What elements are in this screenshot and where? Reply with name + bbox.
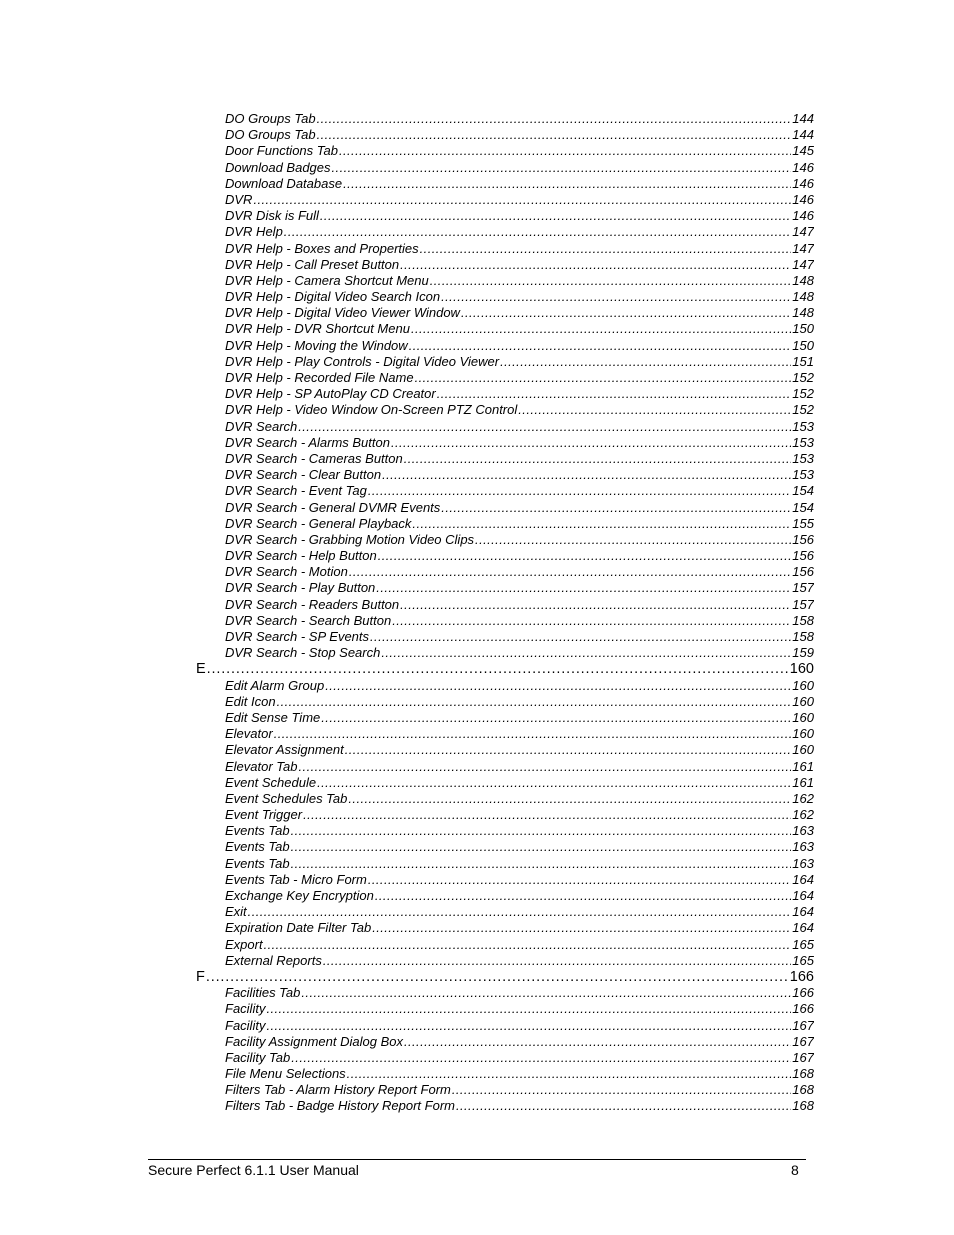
toc-dot-leader: [277, 694, 792, 709]
toc-entry-title: DVR Search - SP Events: [225, 629, 370, 644]
toc-entry-title: DVR Help - Moving the Window: [225, 337, 408, 353]
toc-dot-leader: [452, 1082, 791, 1097]
toc-entry-title: Facility Tab: [225, 1049, 291, 1065]
toc-dot-leader: [301, 985, 791, 1000]
toc-entry-title: E: [196, 661, 206, 678]
toc-entry[interactable]: [225, 532, 814, 548]
toc-entry-title: DVR Help - DVR Shortcut Menu: [225, 321, 410, 337]
footer-page-number: 8: [791, 1162, 799, 1178]
toc-entry-title: DVR Search - Grabbing Motion Video Clips: [225, 531, 475, 547]
toc-entry[interactable]: [225, 192, 814, 208]
toc-entry-title: DVR Help - Digital Video Viewer Window: [225, 305, 460, 321]
toc-section-entry[interactable]: [196, 661, 814, 677]
toc-entry[interactable]: [225, 127, 814, 143]
toc-entry-title: DVR Help - Boxes and Properties: [225, 240, 419, 256]
toc-entry-title: Expiration Date Filter Tab: [225, 920, 372, 936]
toc-dot-leader: [441, 500, 791, 515]
toc-entry[interactable]: [225, 386, 814, 402]
toc-entry[interactable]: [225, 176, 814, 192]
toc-entry-title: DVR Search - Cameras Button: [225, 450, 403, 466]
toc-entry[interactable]: [225, 953, 814, 969]
toc-entry[interactable]: [225, 985, 814, 1001]
footer-document-title: Secure Perfect 6.1.1 User Manual: [148, 1162, 359, 1178]
toc-entry-title: DVR Search - Event Tag: [225, 483, 367, 499]
toc-entry-title: DVR Search - Help Button: [225, 548, 377, 564]
toc-entry-title: Filters Tab - Badge History Report Form: [225, 1098, 455, 1114]
toc-entry-page: 147: [792, 240, 814, 256]
toc-entry[interactable]: [225, 920, 814, 936]
toc-entry-page: 163: [792, 855, 814, 871]
toc-dot-leader: [391, 435, 791, 450]
toc-dot-leader: [317, 775, 791, 790]
toc-entry[interactable]: [225, 143, 814, 159]
toc-entry-page: 165: [792, 936, 814, 952]
toc-entry-title: DVR Help - SP AutoPlay CD Creator: [225, 386, 436, 402]
toc-entry-page: 145: [792, 143, 814, 159]
toc-entry-page: 148: [792, 272, 814, 288]
toc-entry-page: 162: [792, 807, 814, 823]
toc-entry-title: DVR Help - Recorded File Name: [225, 370, 414, 385]
toc-dot-leader: [500, 354, 791, 369]
toc-entry[interactable]: [225, 338, 814, 354]
toc-entry[interactable]: [225, 483, 814, 499]
toc-entry[interactable]: [225, 1098, 814, 1114]
toc-entry-title: F: [196, 968, 205, 985]
toc-entry-title: Export: [225, 936, 263, 952]
toc-dot-leader: [409, 338, 792, 353]
toc-entry-title: Exit: [225, 904, 247, 920]
toc-entry-page: 160: [792, 726, 814, 742]
toc-entry[interactable]: [225, 1066, 814, 1082]
toc-dot-leader: [264, 937, 792, 952]
toc-entry-title: Exchange Key Encryption: [225, 888, 374, 903]
toc-entry[interactable]: [225, 467, 814, 483]
toc-entry-title: Edit Alarm Group: [225, 677, 325, 693]
toc-entry[interactable]: [225, 564, 814, 580]
toc-entry-page: 153: [792, 467, 814, 483]
toc-entry-title: Door Functions Tab: [225, 143, 338, 159]
toc-entry-title: Events Tab: [225, 855, 290, 871]
toc-entry[interactable]: [225, 856, 814, 872]
toc-entry[interactable]: [225, 580, 814, 596]
toc-entry-title: DVR Search - Stop Search: [225, 645, 381, 661]
toc-entry[interactable]: [225, 305, 814, 321]
toc-dot-leader: [253, 192, 791, 207]
toc-entry[interactable]: [225, 1034, 814, 1050]
toc-dot-leader: [347, 1066, 792, 1081]
toc-dot-leader: [412, 516, 791, 531]
toc-entry[interactable]: [225, 807, 814, 823]
toc-dot-leader: [303, 807, 791, 822]
toc-entry-title: Event Schedule: [225, 774, 317, 790]
toc-entry-title: Elevator: [225, 726, 273, 742]
toc-dot-leader: [420, 241, 792, 256]
toc-dot-leader: [382, 467, 791, 482]
toc-dot-leader: [415, 370, 792, 385]
toc-entry[interactable]: [225, 419, 814, 435]
toc-entry-title: Elevator Tab: [225, 758, 298, 774]
toc-entry[interactable]: [225, 208, 814, 224]
toc-entry-title: DVR Search - General Playback: [225, 515, 412, 531]
toc-entry-page: 150: [792, 337, 814, 353]
toc-entry[interactable]: [225, 160, 814, 176]
toc-dot-leader: [437, 386, 792, 401]
toc-dot-leader: [400, 597, 791, 612]
toc-entry-page: 148: [792, 305, 814, 321]
toc-entry[interactable]: [225, 759, 814, 775]
toc-entry-page: 168: [792, 1098, 814, 1114]
toc-dot-leader: [320, 208, 791, 223]
toc-dot-leader: [404, 451, 792, 466]
toc-entry-page: 166: [792, 1001, 814, 1017]
toc-entry[interactable]: [225, 321, 814, 337]
toc-entry-title: DVR Search - Alarms Button: [225, 434, 390, 450]
toc-dot-leader: [461, 305, 791, 320]
toc-dot-leader: [348, 791, 791, 806]
toc-entry[interactable]: [225, 273, 814, 289]
toc-entry-title: Event Trigger: [225, 807, 303, 823]
toc-entry-page: 154: [792, 499, 814, 515]
toc-entry-title: DVR Search - Readers Button: [225, 596, 400, 612]
toc-entry-title: DO Groups Tab: [225, 127, 316, 143]
toc-entry-title: Facilities Tab: [225, 985, 301, 1001]
toc-entry-page: 154: [792, 483, 814, 499]
toc-entry-page: 168: [792, 1066, 814, 1082]
toc-entry-page: 146: [792, 191, 814, 207]
toc-entry-page: 161: [792, 774, 814, 790]
toc-entry-title: Events Tab: [225, 839, 290, 855]
toc-entry[interactable]: [225, 354, 814, 370]
toc-entry[interactable]: [225, 678, 814, 694]
toc-entry-title: DVR Search - Clear Button: [225, 467, 382, 483]
toc-dot-leader: [291, 823, 792, 838]
toc-dot-leader: [430, 273, 792, 288]
toc-dot-leader: [332, 160, 792, 175]
toc-entry-page: 157: [792, 596, 814, 612]
table-of-contents: [0, 111, 954, 1115]
toc-entry-page: 148: [792, 289, 814, 305]
toc-dot-leader: [321, 710, 791, 725]
toc-dot-leader: [392, 613, 791, 628]
toc-entry-page: 144: [792, 127, 814, 143]
toc-entry-title: Download Badges: [225, 159, 331, 175]
toc-dot-leader: [456, 1098, 791, 1113]
toc-entry-title: DVR Help - Call Preset Button: [225, 256, 400, 272]
toc-entry-page: 166: [792, 985, 814, 1001]
toc-entry-title: Filters Tab - Alarm History Report Form: [225, 1082, 451, 1098]
toc-entry[interactable]: [225, 435, 814, 451]
toc-entry-title: DVR Help - Play Controls - Digital Video Viewer: [225, 353, 500, 369]
toc-entry[interactable]: [225, 694, 814, 710]
toc-entry[interactable]: [225, 516, 814, 532]
toc-entry-page: 157: [792, 580, 814, 596]
toc-entry-page: 156: [792, 548, 814, 564]
toc-entry-page: 167: [792, 1017, 814, 1033]
toc-dot-leader: [284, 224, 792, 239]
toc-entry-title: DVR Help - Camera Shortcut Menu: [225, 272, 429, 288]
toc-entry-page: 153: [792, 418, 814, 434]
toc-entry[interactable]: [225, 241, 814, 257]
toc-dot-leader: [343, 176, 791, 191]
toc-entry[interactable]: [225, 775, 814, 791]
toc-dot-leader: [206, 969, 789, 985]
toc-entry[interactable]: [225, 710, 814, 726]
toc-entry[interactable]: [225, 629, 814, 645]
toc-dot-leader: [345, 742, 792, 757]
toc-dot-leader: [411, 321, 791, 336]
toc-entry[interactable]: [225, 726, 814, 742]
toc-entry[interactable]: [225, 1082, 814, 1098]
toc-entry-page: 165: [792, 952, 814, 968]
toc-entry-page: 161: [792, 758, 814, 774]
toc-entry-title: Elevator Assignment: [225, 742, 344, 758]
toc-dot-leader: [370, 629, 791, 644]
toc-dot-leader: [298, 419, 791, 434]
toc-entry-title: Events Tab - Micro Form: [225, 871, 367, 887]
toc-entry[interactable]: [225, 597, 814, 613]
toc-entry-page: 147: [792, 224, 814, 240]
toc-entry-title: Event Schedules Tab: [225, 790, 348, 806]
toc-entry-page: 153: [792, 434, 814, 450]
toc-dot-leader: [368, 483, 791, 498]
toc-entry[interactable]: [225, 1050, 814, 1066]
toc-entry-title: Facility Assignment Dialog Box: [225, 1033, 403, 1049]
toc-entry-page: 163: [792, 839, 814, 855]
toc-entry-page: 156: [792, 531, 814, 547]
toc-entry-page: 146: [792, 175, 814, 191]
toc-entry-page: 152: [792, 386, 814, 402]
toc-dot-leader: [291, 856, 792, 871]
toc-entry[interactable]: [225, 370, 814, 386]
toc-entry[interactable]: [225, 111, 814, 127]
toc-entry[interactable]: [225, 823, 814, 839]
toc-entry[interactable]: [225, 257, 814, 273]
toc-entry[interactable]: [225, 742, 814, 758]
toc-entry-title: DVR Help - Digital Video Search Icon: [225, 289, 441, 305]
toc-entry-page: 151: [792, 353, 814, 369]
toc-dot-leader: [317, 111, 792, 126]
toc-entry-title: Edit Sense Time: [225, 709, 321, 725]
toc-entry[interactable]: [225, 645, 814, 661]
toc-dot-leader: [248, 904, 792, 919]
toc-dot-leader: [378, 548, 792, 563]
toc-entry-page: 153: [792, 450, 814, 466]
toc-dot-leader: [291, 1050, 791, 1065]
toc-entry[interactable]: [225, 1018, 814, 1034]
toc-dot-leader: [375, 888, 791, 903]
toc-dot-leader: [291, 839, 792, 854]
toc-dot-leader: [518, 402, 791, 417]
toc-dot-leader: [400, 257, 791, 272]
toc-entry-page: 150: [792, 321, 814, 337]
toc-entry-page: 158: [792, 612, 814, 628]
toc-entry-page: 160: [792, 693, 814, 709]
toc-dot-leader: [299, 759, 792, 774]
toc-entry-page: 160: [789, 661, 814, 678]
toc-dot-leader: [441, 289, 791, 304]
toc-entry[interactable]: [225, 402, 814, 418]
toc-entry-title: External Reports: [225, 952, 322, 968]
toc-entry-page: 168: [792, 1082, 814, 1098]
toc-entry-title: Download Database: [225, 175, 343, 191]
toc-entry-title: File Menu Selections: [225, 1066, 346, 1082]
toc-entry-title: DVR Search - Play Button: [225, 580, 376, 596]
toc-entry-page: 158: [792, 629, 814, 644]
toc-entry[interactable]: [225, 500, 814, 516]
toc-section-entry[interactable]: [196, 969, 814, 985]
toc-entry-page: 155: [792, 515, 814, 531]
toc-entry-page: 146: [792, 208, 814, 224]
toc-entry[interactable]: [225, 791, 814, 807]
toc-entry-page: 160: [792, 709, 814, 725]
toc-entry-page: 164: [792, 871, 814, 887]
toc-dot-leader: [274, 726, 792, 741]
toc-entry-page: 147: [792, 256, 814, 272]
toc-entry-title: DVR: [225, 191, 253, 207]
toc-dot-leader: [266, 1018, 791, 1033]
toc-entry-page: 164: [792, 920, 814, 936]
toc-dot-leader: [372, 920, 791, 935]
toc-entry[interactable]: [225, 904, 814, 920]
toc-entry[interactable]: [225, 613, 814, 629]
toc-entry-title: DVR Search: [225, 418, 298, 434]
toc-dot-leader: [381, 645, 791, 660]
toc-entry[interactable]: [225, 839, 814, 855]
toc-entry-title: DVR Search - Search Button: [225, 612, 392, 628]
toc-entry-page: 164: [792, 904, 814, 920]
toc-entry-page: 164: [792, 888, 814, 903]
toc-dot-leader: [266, 1001, 791, 1016]
toc-entry-page: 152: [792, 402, 814, 418]
toc-entry[interactable]: [225, 1001, 814, 1017]
toc-dot-leader: [349, 564, 791, 579]
toc-entry-page: 159: [792, 645, 814, 661]
toc-entry-title: DVR Help - Video Window On-Screen PTZ Control: [225, 402, 518, 418]
toc-dot-leader: [368, 872, 791, 887]
toc-entry-page: 163: [792, 823, 814, 839]
toc-entry-title: DVR Search - General DVMR Events: [225, 499, 441, 515]
toc-entry[interactable]: [225, 872, 814, 888]
toc-entry[interactable]: [225, 224, 814, 240]
toc-dot-leader: [475, 532, 791, 547]
toc-entry-page: 152: [792, 370, 814, 385]
toc-entry-page: 156: [792, 564, 814, 580]
toc-entry-page: 146: [792, 159, 814, 175]
toc-entry[interactable]: [225, 888, 814, 904]
toc-entry-page: 167: [792, 1033, 814, 1049]
toc-entry-page: 162: [792, 790, 814, 806]
toc-dot-leader: [325, 678, 791, 693]
toc-dot-leader: [376, 580, 791, 595]
toc-dot-leader: [207, 661, 789, 677]
toc-entry-page: 166: [789, 968, 814, 985]
toc-entry-title: DVR Help: [225, 224, 283, 240]
toc-entry-title: DVR Disk is Full: [225, 208, 319, 224]
toc-dot-leader: [323, 953, 791, 968]
toc-entry-page: 160: [792, 677, 814, 693]
toc-entry-title: Facility: [225, 1017, 266, 1033]
toc-entry-page: 144: [792, 111, 814, 126]
toc-entry[interactable]: [225, 937, 814, 953]
toc-entry-title: DVR Search - Motion: [225, 564, 348, 580]
toc-entry-title: Edit Icon: [225, 693, 276, 709]
toc-entry-title: Events Tab: [225, 823, 290, 839]
toc-entry-page: 160: [792, 742, 814, 758]
toc-entry-title: DO Groups Tab: [225, 111, 316, 126]
toc-dot-leader: [339, 143, 791, 158]
toc-entry[interactable]: [225, 289, 814, 305]
toc-entry[interactable]: [225, 548, 814, 564]
toc-entry-title: Facility: [225, 1001, 266, 1017]
toc-dot-leader: [317, 127, 792, 142]
toc-dot-leader: [404, 1034, 791, 1049]
toc-entry[interactable]: [225, 451, 814, 467]
footer-divider: [148, 1159, 806, 1160]
toc-entry-page: 167: [792, 1049, 814, 1065]
